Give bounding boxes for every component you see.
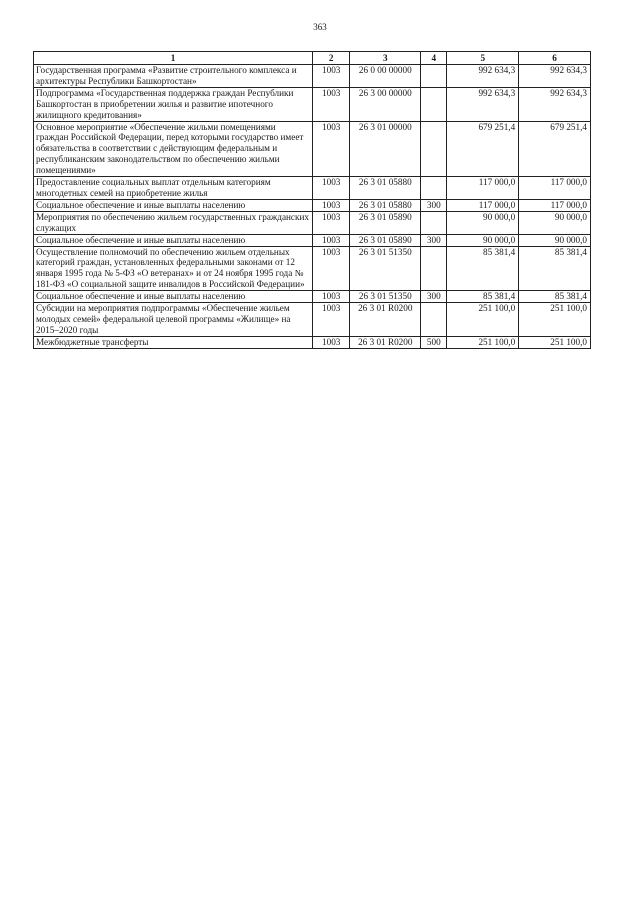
row-amount-col5: 90 000,0	[447, 211, 519, 234]
page-number: 363	[313, 22, 327, 32]
header-col-1: 1	[34, 52, 313, 65]
table-row	[34, 65, 591, 88]
row-department-code: 1003	[313, 199, 350, 211]
row-amount-col6: 117 000,0	[519, 199, 591, 211]
budget-table	[33, 51, 591, 349]
row-expense-type-code: 300	[421, 234, 447, 246]
row-department-code: 1003	[313, 303, 350, 337]
row-expense-type-code	[421, 87, 447, 121]
row-department-code: 1003	[313, 234, 350, 246]
row-amount-col5: 90 000,0	[447, 234, 519, 246]
row-name: Основное мероприятие «Обеспечение жильми помещениями граждан Российской Федерации, перед которыми государство имеет обязательства в соответствии с действующим федеральным и республиканским законодательством по обеспечению жильми помещениями»	[34, 121, 313, 177]
header-col-3: 3	[350, 52, 421, 65]
row-department-code: 1003	[313, 87, 350, 121]
row-target-article-code: 26 3 01 R0200	[350, 303, 421, 337]
row-amount-col5: 251 100,0	[447, 303, 519, 337]
row-expense-type-code	[421, 246, 447, 291]
row-name: Подпрограмма «Государственная поддержка граждан Республики Башкортостан в приобретении жилья и развитие ипотечного жилищного кредитования»	[34, 87, 313, 121]
row-amount-col6: 679 251,4	[519, 121, 591, 177]
row-expense-type-code	[421, 121, 447, 177]
row-amount-col6: 85 381,4	[519, 246, 591, 291]
row-amount-col5: 85 381,4	[447, 291, 519, 303]
row-name: Мероприятия по обеспечению жильем государственных гражданских служащих	[34, 211, 313, 234]
row-expense-type-code	[421, 211, 447, 234]
header-row	[34, 52, 591, 65]
row-target-article-code: 26 3 00 00000	[350, 87, 421, 121]
table-row	[34, 291, 591, 303]
row-name: Субсидии на мероприятия подпрограммы «Обеспечение жильем молодых семей» федеральной целевой программы «Жилище» на 2015–2020 годы	[34, 303, 313, 337]
row-amount-col5: 251 100,0	[447, 336, 519, 348]
row-amount-col5: 117 000,0	[447, 199, 519, 211]
row-name: Социальное обеспечение и иные выплаты населению	[34, 291, 313, 303]
row-target-article-code: 26 3 01 05880	[350, 177, 421, 200]
row-expense-type-code	[421, 65, 447, 88]
row-amount-col5: 85 381,4	[447, 246, 519, 291]
row-name: Межбюджетные трансферты	[34, 336, 313, 348]
header-col-4: 4	[421, 52, 447, 65]
table-row	[34, 234, 591, 246]
row-name: Осуществление полномочий по обеспечению жильем отдельных категорий граждан, установленных федеральными законами от 12 января 1995 года № 5-ФЗ «О ветеранах» и от 24 ноября 1995 года № 181-ФЗ «О социальной защите инвалидов в Российской Федерации»	[34, 246, 313, 291]
row-amount-col6: 117 000,0	[519, 177, 591, 200]
row-department-code: 1003	[313, 336, 350, 348]
row-amount-col6: 90 000,0	[519, 211, 591, 234]
table-row	[34, 87, 591, 121]
row-name: Социальное обеспечение и иные выплаты населению	[34, 199, 313, 211]
table-row	[34, 246, 591, 291]
table-row	[34, 121, 591, 177]
row-target-article-code: 26 3 01 51350	[350, 246, 421, 291]
row-target-article-code: 26 3 01 R0200	[350, 336, 421, 348]
row-target-article-code: 26 3 01 05890	[350, 234, 421, 246]
header-col-6: 6	[519, 52, 591, 65]
table-header	[34, 52, 591, 65]
row-expense-type-code: 500	[421, 336, 447, 348]
row-amount-col6: 90 000,0	[519, 234, 591, 246]
row-amount-col5: 117 000,0	[447, 177, 519, 200]
table-row	[34, 199, 591, 211]
row-department-code: 1003	[313, 177, 350, 200]
row-department-code: 1003	[313, 211, 350, 234]
row-amount-col6: 85 381,4	[519, 291, 591, 303]
row-name: Социальное обеспечение и иные выплаты населению	[34, 234, 313, 246]
table-body	[34, 65, 591, 349]
table-row	[34, 303, 591, 337]
row-target-article-code: 26 0 00 00000	[350, 65, 421, 88]
table-row	[34, 211, 591, 234]
table-row	[34, 177, 591, 200]
row-amount-col6: 251 100,0	[519, 303, 591, 337]
header-col-5: 5	[447, 52, 519, 65]
table-row	[34, 336, 591, 348]
row-amount-col5: 679 251,4	[447, 121, 519, 177]
row-expense-type-code	[421, 177, 447, 200]
header-col-2: 2	[313, 52, 350, 65]
row-department-code: 1003	[313, 121, 350, 177]
row-name: Государственная программа «Развитие строительного комплекса и архитектуры Республики Башкортостан»	[34, 65, 313, 88]
row-amount-col5: 992 634,3	[447, 65, 519, 88]
row-target-article-code: 26 3 01 05880	[350, 199, 421, 211]
row-target-article-code: 26 3 01 00000	[350, 121, 421, 177]
row-department-code: 1003	[313, 291, 350, 303]
row-target-article-code: 26 3 01 51350	[350, 291, 421, 303]
row-target-article-code: 26 3 01 05890	[350, 211, 421, 234]
row-amount-col6: 251 100,0	[519, 336, 591, 348]
row-expense-type-code	[421, 303, 447, 337]
row-amount-col5: 992 634,3	[447, 87, 519, 121]
row-department-code: 1003	[313, 246, 350, 291]
row-expense-type-code: 300	[421, 291, 447, 303]
row-amount-col6: 992 634,3	[519, 65, 591, 88]
row-expense-type-code: 300	[421, 199, 447, 211]
row-amount-col6: 992 634,3	[519, 87, 591, 121]
row-department-code: 1003	[313, 65, 350, 88]
row-name: Предоставление социальных выплат отдельным категориям многодетных семей на приобретение жилья	[34, 177, 313, 200]
